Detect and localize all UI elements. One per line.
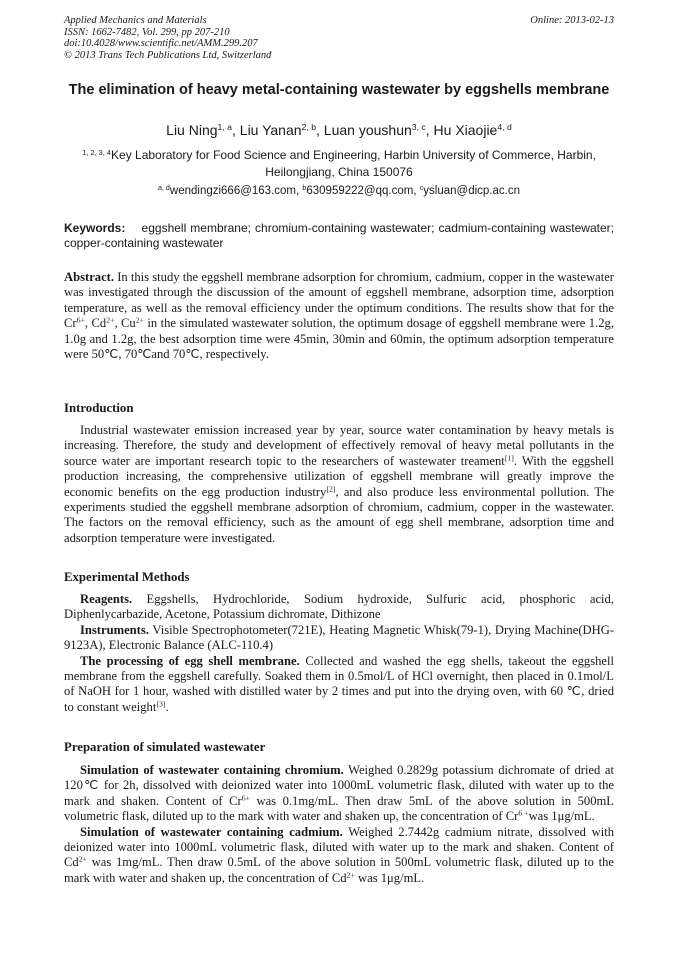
issn-line: ISSN: 1662-7482, Vol. 299, pp 207-210 — [64, 26, 230, 38]
chromium-label: Simulation of wastewater containing chromium. — [80, 763, 344, 777]
email-address: wendingzi666@163.com — [169, 185, 297, 197]
cadmium-text: Weighed 2.7442g cadmium nitrate, dissolved with deionized water into 1000mL volumetric flask, diluted with water up to the mark and shaken. Content of Cd — [64, 824, 615, 870]
instruments-label: Instruments. — [80, 622, 149, 637]
email-address: ysluan@dicp.ac.cn — [423, 185, 520, 197]
author-affil-sup: 2, b — [301, 122, 317, 133]
reagents-text: Eggshells, Hydrochloride, Sodium hydroxide, Sulfuric acid, phosphoric acid, Diphenlycarbazide, Acetone, Potassium dichromate, Dithizone — [64, 592, 614, 622]
ion-charge-sup: 6+ — [241, 793, 250, 803]
email-sup: a, d — [158, 184, 170, 193]
abstract-text: , Cu — [114, 316, 136, 331]
introduction-text: Industrial wastewater emission increased year by year, source water contamination by heavy metals is increasing. Therefore, the study and development of effectively removal of heavy metal pollutants in the source water are important research topic to the researchers of wastewater treament — [64, 423, 614, 468]
instruments-text: Visible Spectrophotometer(721E), Heating Magnetic Whisk(79-1), Drying Machine(DHG-9123A), Electronic Balance (ALC-110.4) — [64, 622, 614, 653]
author-affil-sup: 1, a — [217, 122, 232, 133]
processing-paragraph — [64, 654, 614, 716]
abstract-text: In this study the eggshell membrane adsorption for chromium, cadmium, copper in the wastewater was investigated through the discussion of the amount of eggshell membrane, adsorption time, adsorption temperature, as well as the removal efficiency under the optimum conditions. The results show that for the Cr — [64, 270, 614, 331]
keywords-text: eggshell membrane; chromium-containing wastewater; cadmium-containing wastewater; copper-containing wastewater — [64, 221, 614, 250]
processing-text: Collected and washed the egg shells, takeout the eggshell membrane from the eggshell carefully. Soaked them in 0.5mol/L of HCl overnight, then placed in 0.1mol/L of NaOH for 1 hour, washed with distilled water by 2 times and put into the drying oven, with 60 ℃, dried to constant weight — [64, 653, 614, 714]
copyright-line: © 2013 Trans Tech Publications Ltd, Switzerland — [64, 49, 272, 61]
cadmium-label: Simulation of wastewater containing cadmium. — [80, 824, 343, 839]
introduction-heading: Introduction — [64, 401, 134, 415]
reagents-label: Reagents. — [80, 592, 133, 606]
journal-name: Applied Mechanics and Materials — [64, 15, 207, 26]
preparation-heading: Preparation of simulated wastewater — [64, 740, 266, 754]
ion-charge-sup: 2+ — [346, 870, 355, 880]
author-name: Liu Yanan — [239, 122, 302, 138]
online-date: Online: 2013-02-13 — [530, 15, 614, 26]
introduction-text: . With the eggshell production increasing, the comprehensive utilization of eggshell membrane will greatly improve the economic benefits on the egg production industry — [64, 453, 614, 499]
ion-charge-sup: 2+ — [78, 855, 87, 865]
email-address: 630959222@qq.com — [306, 185, 414, 197]
author-name: Luan youshun — [323, 122, 412, 138]
affiliation-line2: Heilongjiang, China 150076 — [265, 165, 413, 179]
citation-ref: [3] — [156, 699, 166, 709]
cadmium-text: was 1μg/mL. — [354, 870, 425, 885]
author-affil-sup: 4, d — [497, 122, 512, 133]
chromium-text: Weighed 0.2829g potassium dichromate of dried at 120℃ for 2h, dissolved with deionized water into 1000mL volumetric flask, diluted with water up to the mark and shaken. Content of Cr — [64, 763, 614, 808]
chromium-text: was 0.1mg/mL. Then draw 5mL of the above solution in 500mL volumetric flask, diluted up to the mark with water and shaken up, the concentration of Cr — [64, 793, 614, 824]
introduction-text: , and also produce less environmental pollution. The experiments studied the eggshell membrane adsorption of chromium, cadmium, copper in the wastewater. The factors on the removal efficiency, such as the amount of egg shell membrane, adsorption time and adsorption temperature were investigated. — [64, 484, 614, 545]
ion-charge-sup: 6+ — [76, 315, 85, 325]
ion-charge-sup: 2+ — [106, 315, 115, 325]
paper-title: The elimination of heavy metal-containing wastewater by eggshells membrane — [68, 82, 610, 98]
author-name: Hu Xiaojie — [433, 122, 498, 138]
abstract-text: , Cd — [84, 316, 107, 331]
author-name: Liu Ning — [166, 122, 218, 138]
journal-header — [64, 15, 271, 61]
preparation-body — [64, 763, 614, 886]
affiliation — [64, 147, 614, 181]
reagents-paragraph — [64, 592, 614, 623]
methods-body — [64, 592, 614, 715]
introduction-body — [64, 423, 614, 546]
abstract-label: Abstract. — [64, 270, 115, 284]
cadmium-paragraph — [64, 825, 614, 887]
author-list: Liu Ning$^{1, a}$, Liu Yanan$^{2, b}$, Luan youshun$^{3, c}$, Hu Xiaojie$^{4, d}$ — [166, 122, 512, 138]
author-affil-sup: 3, c — [411, 122, 426, 133]
citation-ref: [1] — [504, 453, 514, 463]
methods-heading: Experimental Methods — [64, 570, 190, 584]
author-emails: $^{a, d}$wendingzi666@163.com, $^b$630959222@qq.com, $^c$ysluan@dicp.ac.cn — [158, 184, 520, 197]
affiliation-line1: Key Laboratory for Food Science and Engineering, Harbin University of Commerce, Harbin, — [111, 148, 596, 162]
doi-line: doi:10.4028/www.scientific.net/AMM.299.207 — [64, 38, 258, 49]
instruments-paragraph — [64, 623, 614, 654]
citation-ref: [2] — [326, 484, 336, 494]
chromium-paragraph — [64, 763, 614, 825]
affiliation-sup: 1, 2, 3, 4 — [82, 147, 112, 157]
cadmium-text: was 1mg/mL. Then draw 0.5mL of the above solution in 500mL volumetric flask, diluted up to the mark with water and shaken up, the concentration of Cd — [64, 855, 614, 885]
chromium-text: was 1μg/mL. — [528, 809, 595, 824]
processing-text: . — [165, 699, 169, 714]
abstract — [64, 270, 614, 362]
keywords — [64, 221, 614, 251]
abstract-text: in the simulated wastewater solution, the optimum dosage of eggshell membrane were 1.2g, 1.0g and 1.2g, the best adsorption time were 45min, 30min and 60min, the optimum adsorption temperature were 50℃, 70℃and 70℃, respectively. — [64, 316, 614, 362]
ion-charge-sup: 2+ — [135, 315, 145, 325]
email-sup: b — [302, 184, 307, 193]
processing-label: The processing of egg shell membrane. — [80, 653, 300, 668]
ion-charge-sup: 6 + — [518, 808, 529, 818]
email-sup: c — [419, 184, 424, 193]
keywords-label: Keywords: — [64, 221, 126, 235]
